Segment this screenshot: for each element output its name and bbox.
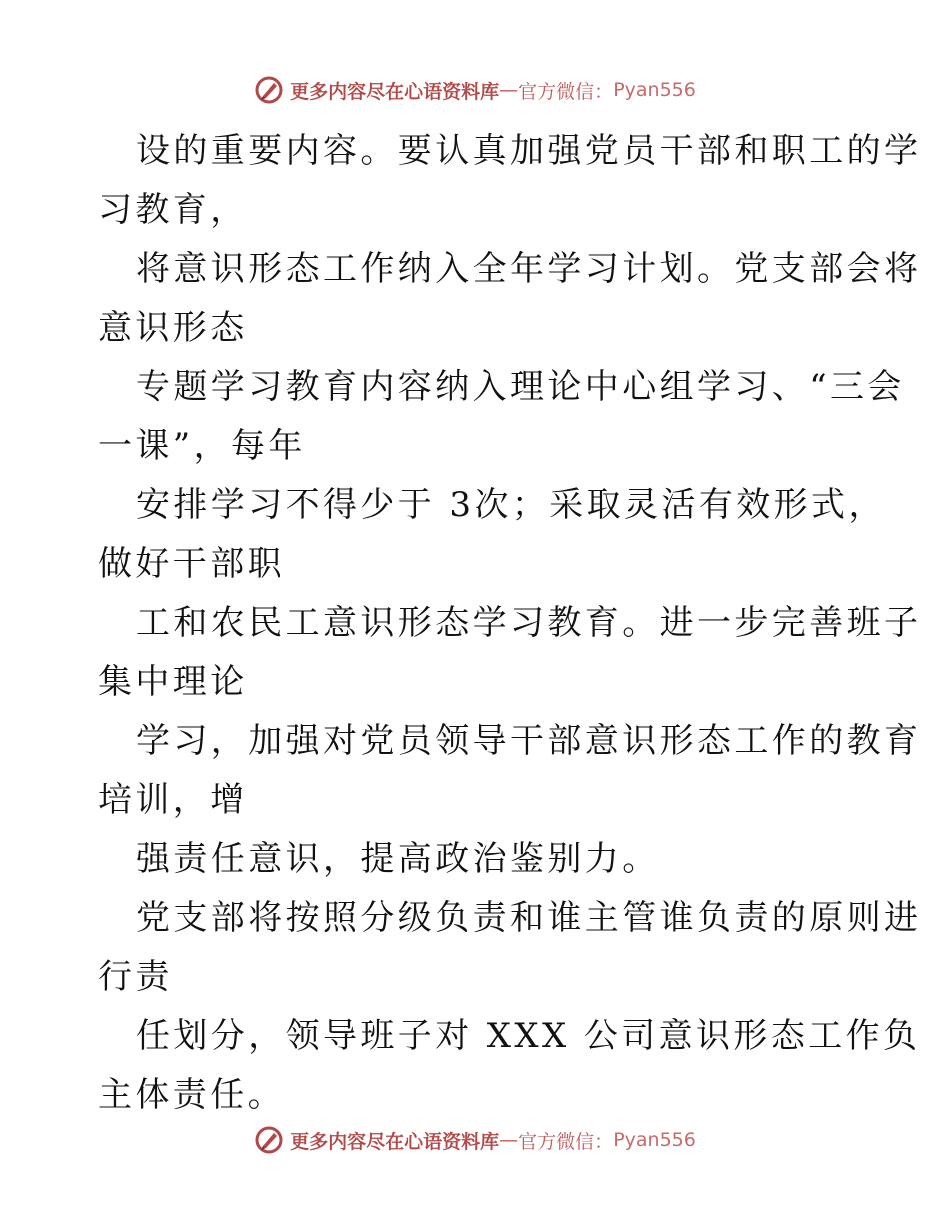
footer-separator: —: [499, 1129, 519, 1151]
text-line: 意识形态: [98, 308, 248, 348]
text-line: 行责: [98, 957, 173, 997]
text-line: 将意识形态工作纳入全年学习计划。党支部会将: [136, 249, 922, 289]
header-label: 官方微信：: [518, 80, 614, 103]
text-line: 一课”，每年: [98, 426, 306, 466]
pen-logo-icon: [254, 1125, 284, 1155]
footer-label: 官方微信：: [518, 1130, 614, 1153]
header-account: Pyan556: [613, 79, 696, 101]
header-brand-text: 更多内容尽在心语资料库: [290, 80, 500, 103]
footer-account: Pyan556: [613, 1129, 696, 1151]
footer-banner: [0, 1120, 950, 1160]
header-banner: [0, 70, 950, 110]
text-line: 做好干部职: [98, 544, 285, 584]
text-line: 任划分，领导班子对 XXX 公司意识形态工作负: [136, 1016, 921, 1056]
text-line: 专题学习教育内容纳入理论中心组学习、“三会: [136, 367, 905, 407]
text-line: 习教育，: [98, 190, 248, 230]
header-separator: —: [499, 79, 519, 101]
text-line: 集中理论: [98, 662, 248, 702]
text-line: 党支部将按照分级负责和谁主管谁负责的原则进: [136, 898, 922, 938]
text-line: 工和农民工意识形态学习教育。进一步完善班子: [136, 603, 922, 643]
text-line: 主体责任。: [98, 1075, 285, 1115]
text-line: 设的重要内容。要认真加强党员干部和职工的学: [136, 131, 922, 171]
text-line: 培训，增: [98, 780, 248, 820]
document-body: [98, 122, 922, 1125]
text-line: 学习，加强对党员领导干部意识形态工作的教育: [136, 721, 922, 761]
text-line: 强责任意识，提高政治鉴别力。: [136, 839, 660, 879]
text-line: 安排学习不得少于 3次；采取灵活有效形式，: [136, 485, 886, 525]
pen-logo-icon: [254, 75, 284, 105]
footer-brand-text: 更多内容尽在心语资料库: [290, 1130, 500, 1153]
